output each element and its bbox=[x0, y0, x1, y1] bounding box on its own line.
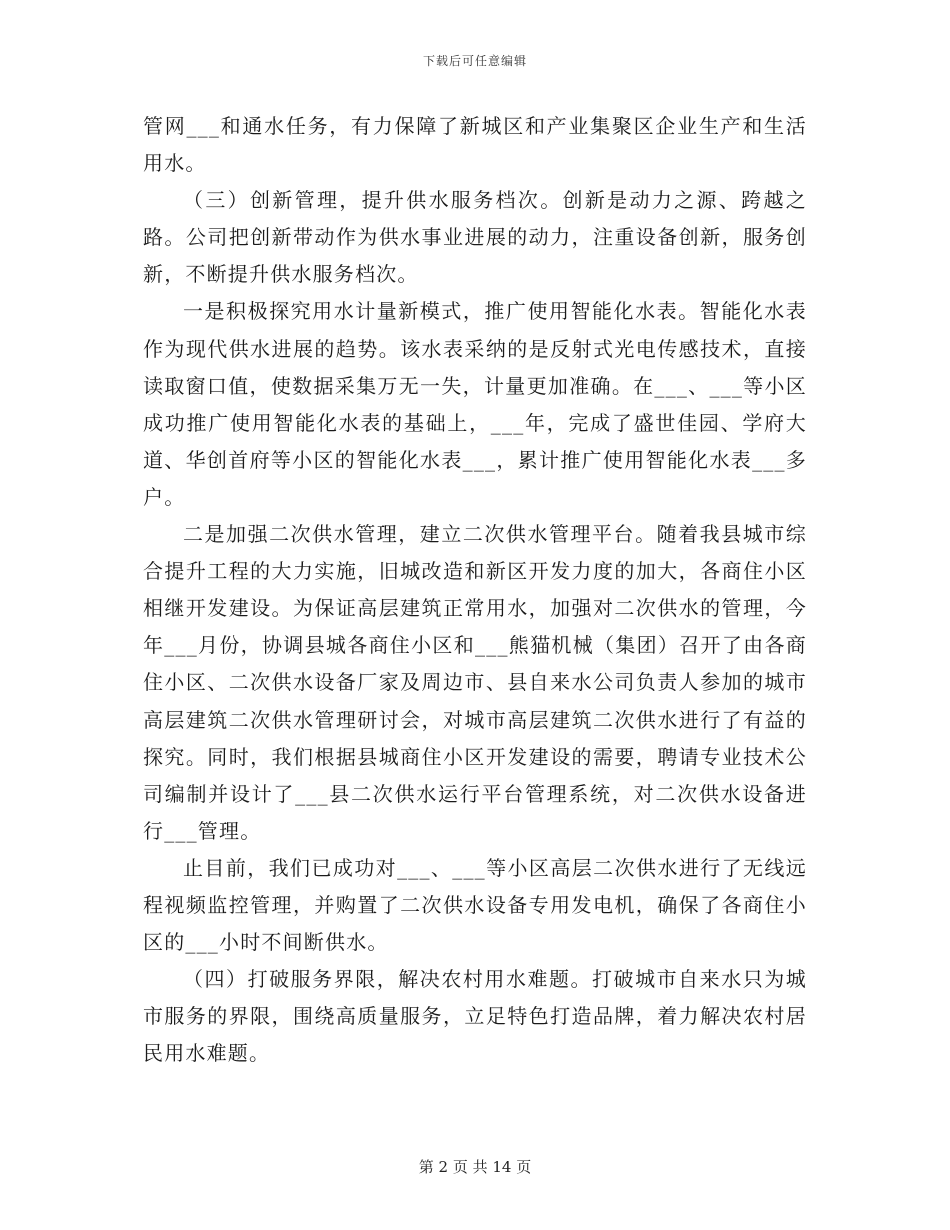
paragraph-2: （三）创新管理，提升供水服务档次。创新是动力之源、跨越之路。公司把创新带动作为供水事业进展的动力，注重设备创新，服务创新，不断提升供水服务档次。 bbox=[143, 188, 807, 287]
page-header: 下载后可任意编辑 bbox=[422, 54, 527, 68]
paragraph-1: 管网___和通水任务，有力保障了新城区和产业集聚区企业生产和生活用水。 bbox=[143, 114, 807, 176]
paragraph-5: 止目前，我们已成功对___、___等小区高层二次供水进行了无线远程视频监控管理，并购置了二次供水设备专用发电机，确保了各商住小区的___小时不间断供水。 bbox=[143, 855, 807, 955]
paragraph-3: 一是积极探究用水计量新模式，推广使用智能化水表。智能化水表作为现代供水进展的趋势。该水表采纳的是反射式光电传感技术，直接读取窗口值，使数据采集万无一失，计量更加准确。在___、___等小区成功推广使用智能化水表的基础上，___年，完成了盛世佳园、学府大道、华创首府等小区的智能化水表___，累计推广使用智能化水表___多户。 bbox=[143, 299, 807, 509]
paragraph-6: （四）打破服务界限，解决农村用水难题。打破城市自来水只为城市服务的界限，围绕高质量服务，立足特色打造品牌，着力解决农村居民用水难题。 bbox=[143, 967, 807, 1066]
paragraph-4: 二是加强二次供水管理，建立二次供水管理平台。随着我县城市综合提升工程的大力实施，旧城改造和新区开发力度的加大，各商住小区相继开发建设。为保证高层建筑正常用水，加强对二次供水的管理，今年___月份，协调县城各商住小区和___熊猫机械（集团）召开了由各商住小区、二次供水设备厂家及周边市、县自来水公司负责人参加的城市高层建筑二次供水管理研讨会，对城市高层建筑二次供水进行了有益的探究。同时，我们根据县城商住小区开发建设的需要，聘请专业技术公司编制并设计了___县二次供水运行平台管理系统，对二次供水设备进行___管理。 bbox=[143, 522, 807, 843]
document-body bbox=[143, 108, 807, 1072]
page-number: 第 2 页 共 14 页 bbox=[418, 1158, 532, 1176]
